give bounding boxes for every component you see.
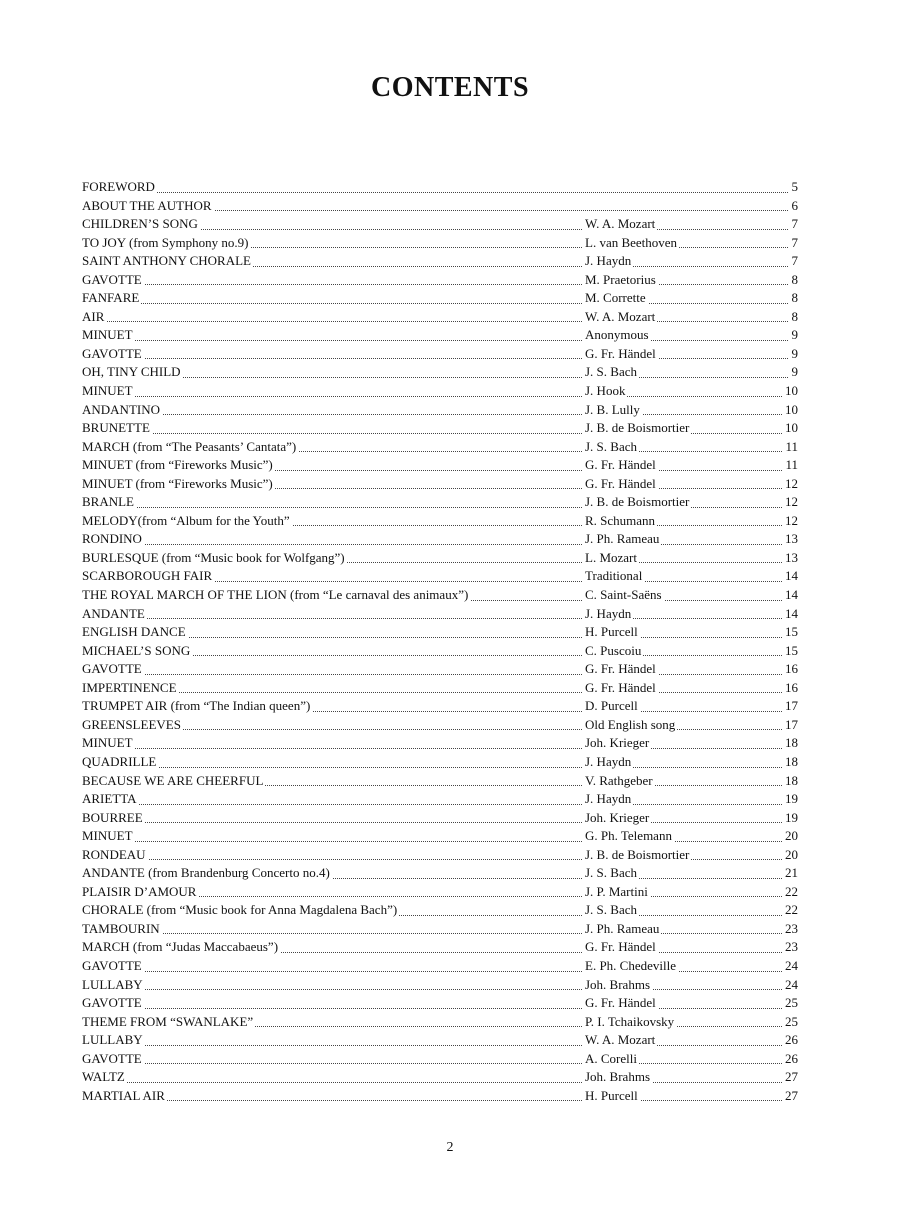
toc-entry: [82, 623, 798, 642]
entry-title: GAVOTTE: [82, 271, 144, 290]
toc-entry: [82, 1050, 798, 1069]
dot-leader: [82, 544, 582, 545]
toc-entry: [82, 827, 798, 846]
entry-composer: W. A. Mozart: [585, 308, 657, 327]
dot-leader: [82, 1045, 582, 1046]
dot-leader: [82, 1008, 582, 1009]
entry-page: 26: [782, 1050, 798, 1069]
entry-page: 25: [782, 1013, 798, 1032]
entry-page: 14: [782, 586, 798, 605]
entry-title: GAVOTTE: [82, 660, 144, 679]
entry-page: 22: [782, 901, 798, 920]
entry-composer: J. Ph. Rameau: [585, 920, 661, 939]
toc-entry: [82, 957, 798, 976]
entry-title: QUADRILLE: [82, 753, 158, 772]
entry-composer: D. Purcell: [585, 697, 640, 716]
entry-page: 10: [782, 419, 798, 438]
dot-leader: [82, 358, 582, 359]
entry-composer: G. Fr. Händel: [585, 679, 658, 698]
toc-entry: [82, 790, 798, 809]
entry-composer: J. Hook: [585, 382, 627, 401]
toc-entry: [82, 326, 798, 345]
toc-entry: [82, 271, 798, 290]
entry-page: 6: [789, 197, 799, 216]
toc-entry: [82, 530, 798, 549]
entry-composer: J. Haydn: [585, 790, 633, 809]
entry-title: MINUET (from “Fireworks Music”): [82, 456, 275, 475]
entry-page: 18: [782, 753, 798, 772]
entry-composer: J. Haydn: [585, 753, 633, 772]
entry-page: 8: [789, 308, 799, 327]
toc-entry: [82, 864, 798, 883]
toc-entry: [82, 363, 798, 382]
dot-leader: [82, 841, 582, 842]
page-number: 2: [446, 1140, 454, 1155]
entry-composer: J. S. Bach: [585, 438, 639, 457]
entry-composer: Traditional: [585, 567, 644, 586]
entry-page: 20: [782, 827, 798, 846]
toc-entry: [82, 493, 798, 512]
dot-leader: [82, 507, 582, 508]
dot-leader: [82, 748, 582, 749]
entry-title: FOREWORD: [82, 178, 157, 197]
entry-title: GREENSLEEVES: [82, 716, 183, 735]
entry-page: 8: [789, 289, 799, 308]
entry-page: 19: [782, 790, 798, 809]
entry-title: MINUET: [82, 734, 135, 753]
entry-title: MINUET (from “Fireworks Music”): [82, 475, 275, 494]
toc-entry: [82, 401, 798, 420]
entry-composer: G. Fr. Händel: [585, 345, 658, 364]
entry-title: FANFARE: [82, 289, 141, 308]
entry-title: LULLABY: [82, 1031, 145, 1050]
entry-page: 14: [782, 567, 798, 586]
entry-page: 26: [782, 1031, 798, 1050]
entry-composer: W. A. Mozart: [585, 1031, 657, 1050]
toc-entry: [82, 456, 798, 475]
entry-page: 7: [789, 252, 799, 271]
entry-page: 5: [789, 178, 799, 197]
entry-title: TO JOY (from Symphony no.9): [82, 234, 250, 253]
entry-page: 15: [782, 623, 798, 642]
entry-page: 24: [782, 976, 798, 995]
entry-composer: J. Ph. Rameau: [585, 530, 661, 549]
entry-page: 10: [782, 382, 798, 401]
toc-entry: [82, 846, 798, 865]
entry-composer: G. Fr. Händel: [585, 660, 658, 679]
toc-entry: [82, 772, 798, 791]
entry-composer: W. A. Mozart: [585, 215, 657, 234]
entry-composer: L. van Beethoven: [585, 234, 679, 253]
entry-title: MARCH (from “Judas Maccabaeus”): [82, 938, 280, 957]
entry-title: RONDEAU: [82, 846, 148, 865]
entry-title: OH, TINY CHILD: [82, 363, 183, 382]
entry-page: 19: [782, 809, 798, 828]
entry-title: GAVOTTE: [82, 957, 144, 976]
dot-leader: [82, 971, 582, 972]
entry-title: GAVOTTE: [82, 1050, 144, 1069]
entry-title: ENGLISH DANCE: [82, 623, 188, 642]
toc-entry: [82, 976, 798, 995]
entry-title: MELODY(from “Album for the Youth”: [82, 512, 292, 531]
entry-composer: Joh. Krieger: [585, 809, 651, 828]
dot-leader: [82, 989, 582, 990]
toc-entry: [82, 660, 798, 679]
entry-composer: Anonymous: [585, 326, 651, 345]
toc-entry: [82, 549, 798, 568]
dot-leader: [82, 284, 582, 285]
toc-entry: [82, 382, 798, 401]
entry-title: GAVOTTE: [82, 994, 144, 1013]
entry-composer: J. B. de Boismortier: [585, 846, 691, 865]
dot-leader: [82, 804, 582, 805]
entry-title: TRUMPET AIR (from “The Indian queen”): [82, 697, 312, 716]
toc-entry: [82, 1087, 798, 1106]
toc-entry: [82, 438, 798, 457]
entry-page: 24: [782, 957, 798, 976]
toc-entry: [82, 215, 798, 234]
entry-composer: J. S. Bach: [585, 363, 639, 382]
entry-title: MINUET: [82, 827, 135, 846]
entry-page: 13: [782, 530, 798, 549]
entry-title: IMPERTINENCE: [82, 679, 179, 698]
dot-leader: [82, 303, 582, 304]
entry-title: THE ROYAL MARCH OF THE LION (from “Le carnaval des animaux”): [82, 586, 470, 605]
entry-page: 9: [789, 326, 799, 345]
entry-page: 22: [782, 883, 798, 902]
entry-page: 11: [782, 456, 798, 475]
entry-page: 15: [782, 642, 798, 661]
entry-title: LULLABY: [82, 976, 145, 995]
entry-composer: E. Ph. Chedeville: [585, 957, 678, 976]
entry-composer: G. Fr. Händel: [585, 456, 658, 475]
entry-page: 18: [782, 734, 798, 753]
dot-leader: [82, 1082, 582, 1083]
toc-entry: [82, 809, 798, 828]
entry-composer: J. S. Bach: [585, 864, 639, 883]
entry-title: BRANLE: [82, 493, 136, 512]
toc-entry: [82, 308, 798, 327]
toc-entry: [82, 920, 798, 939]
entry-title: PLAISIR D’AMOUR: [82, 883, 198, 902]
entry-composer: Joh. Brahms: [585, 976, 652, 995]
entry-title: CHORALE (from “Music book for Anna Magdalena Bach”): [82, 901, 399, 920]
entry-composer: J. B. de Boismortier: [585, 493, 691, 512]
entry-page: 12: [782, 475, 798, 494]
toc-entry: [82, 994, 798, 1013]
entry-page: 7: [789, 215, 799, 234]
entry-composer: R. Schumann: [585, 512, 657, 531]
entry-title: ABOUT THE AUTHOR: [82, 197, 214, 216]
entry-composer: G. Fr. Händel: [585, 994, 658, 1013]
entry-page: 18: [782, 772, 798, 791]
entry-title: SAINT ANTHONY CHORALE: [82, 252, 253, 271]
toc-entry: [82, 716, 798, 735]
dot-leader: [82, 396, 582, 397]
toc-entry: [82, 475, 798, 494]
entry-title: BOURREE: [82, 809, 145, 828]
entry-title: ANDANTE (from Brandenburg Concerto no.4): [82, 864, 332, 883]
entry-page: 25: [782, 994, 798, 1013]
toc-entry: [82, 197, 798, 216]
entry-composer: G. Ph. Telemann: [585, 827, 674, 846]
dot-leader: [82, 859, 582, 860]
entry-title: MICHAEL’S SONG: [82, 642, 192, 661]
entry-page: 23: [782, 920, 798, 939]
dot-leader: [82, 1063, 582, 1064]
entry-composer: Joh. Brahms: [585, 1068, 652, 1087]
entry-title: AIR: [82, 308, 106, 327]
dot-leader: [82, 321, 582, 322]
entry-page: 12: [782, 493, 798, 512]
entry-title: MARCH (from “The Peasants’ Cantata”): [82, 438, 298, 457]
entry-title: GAVOTTE: [82, 345, 144, 364]
entry-composer: C. Saint-Saëns: [585, 586, 664, 605]
toc-entry: [82, 178, 798, 197]
dot-leader: [82, 822, 582, 823]
entry-composer: J. Haydn: [585, 605, 633, 624]
entry-page: 14: [782, 605, 798, 624]
entry-composer: A. Corelli: [585, 1050, 639, 1069]
entry-page: 16: [782, 679, 798, 698]
entry-page: 23: [782, 938, 798, 957]
entry-title: MINUET: [82, 326, 135, 345]
toc-entry: [82, 252, 798, 271]
toc-entry: [82, 419, 798, 438]
entry-page: 17: [782, 716, 798, 735]
entry-page: 10: [782, 401, 798, 420]
entry-composer: J. P. Martini: [585, 883, 650, 902]
toc-entry: [82, 883, 798, 902]
entry-composer: H. Purcell: [585, 1087, 640, 1106]
entry-composer: H. Purcell: [585, 623, 640, 642]
dot-leader: [82, 674, 582, 675]
entry-title: WALTZ: [82, 1068, 127, 1087]
dot-leader: [82, 192, 798, 193]
entry-title: THEME FROM “SWANLAKE”: [82, 1013, 255, 1032]
entry-title: BURLESQUE (from “Music book for Wolfgang”): [82, 549, 347, 568]
entry-composer: P. I. Tchaikovsky: [585, 1013, 676, 1032]
entry-page: 7: [789, 234, 799, 253]
toc-entry: [82, 1031, 798, 1050]
entry-page: 20: [782, 846, 798, 865]
toc-entry: [82, 567, 798, 586]
entry-composer: J. S. Bach: [585, 901, 639, 920]
toc-entry: [82, 697, 798, 716]
entry-composer: V. Rathgeber: [585, 772, 655, 791]
entry-page: 9: [789, 345, 799, 364]
entry-title: RONDINO: [82, 530, 144, 549]
entry-page: 13: [782, 549, 798, 568]
toc-entry: [82, 289, 798, 308]
entry-page: 11: [782, 438, 798, 457]
entry-composer: Joh. Krieger: [585, 734, 651, 753]
entry-page: 9: [789, 363, 799, 382]
entry-composer: J. B. de Boismortier: [585, 419, 691, 438]
entry-title: ANDANTE: [82, 605, 147, 624]
dot-leader: [82, 340, 582, 341]
entry-title: MINUET: [82, 382, 135, 401]
toc-entry: [82, 345, 798, 364]
toc-entry: [82, 753, 798, 772]
toc-entry: [82, 642, 798, 661]
entry-composer: G. Fr. Händel: [585, 475, 658, 494]
toc-entry: [82, 234, 798, 253]
table-of-contents: [82, 178, 798, 1105]
entry-title: ANDANTINO: [82, 401, 162, 420]
entry-composer: J. Haydn: [585, 252, 633, 271]
toc-entry: [82, 734, 798, 753]
entry-title: ARIETTA: [82, 790, 139, 809]
page-title: CONTENTS: [370, 72, 530, 103]
entry-page: 12: [782, 512, 798, 531]
entry-composer: Old English song: [585, 716, 677, 735]
entry-page: 8: [789, 271, 799, 290]
toc-entry: [82, 679, 798, 698]
toc-entry: [82, 512, 798, 531]
entry-title: MARTIAL AIR: [82, 1087, 167, 1106]
toc-entry: [82, 586, 798, 605]
toc-entry: [82, 1068, 798, 1087]
entry-composer: M. Praetorius: [585, 271, 658, 290]
entry-title: SCARBOROUGH FAIR: [82, 567, 214, 586]
entry-page: 16: [782, 660, 798, 679]
entry-composer: L. Mozart: [585, 549, 639, 568]
entry-composer: C. Puscoiu: [585, 642, 643, 661]
entry-page: 17: [782, 697, 798, 716]
entry-title: BECAUSE WE ARE CHEERFUL: [82, 772, 265, 791]
entry-page: 27: [782, 1087, 798, 1106]
dot-leader: [82, 618, 582, 619]
toc-entry: [82, 605, 798, 624]
toc-entry: [82, 938, 798, 957]
entry-title: CHILDREN’S SONG: [82, 215, 200, 234]
toc-entry: [82, 901, 798, 920]
entry-composer: J. B. Lully: [585, 401, 642, 420]
entry-title: TAMBOURIN: [82, 920, 162, 939]
entry-composer: G. Fr. Händel: [585, 938, 658, 957]
dot-leader: [82, 433, 582, 434]
entry-page: 21: [782, 864, 798, 883]
entry-title: BRUNETTE: [82, 419, 152, 438]
entry-page: 27: [782, 1068, 798, 1087]
toc-entry: [82, 1013, 798, 1032]
entry-composer: M. Corrette: [585, 289, 648, 308]
